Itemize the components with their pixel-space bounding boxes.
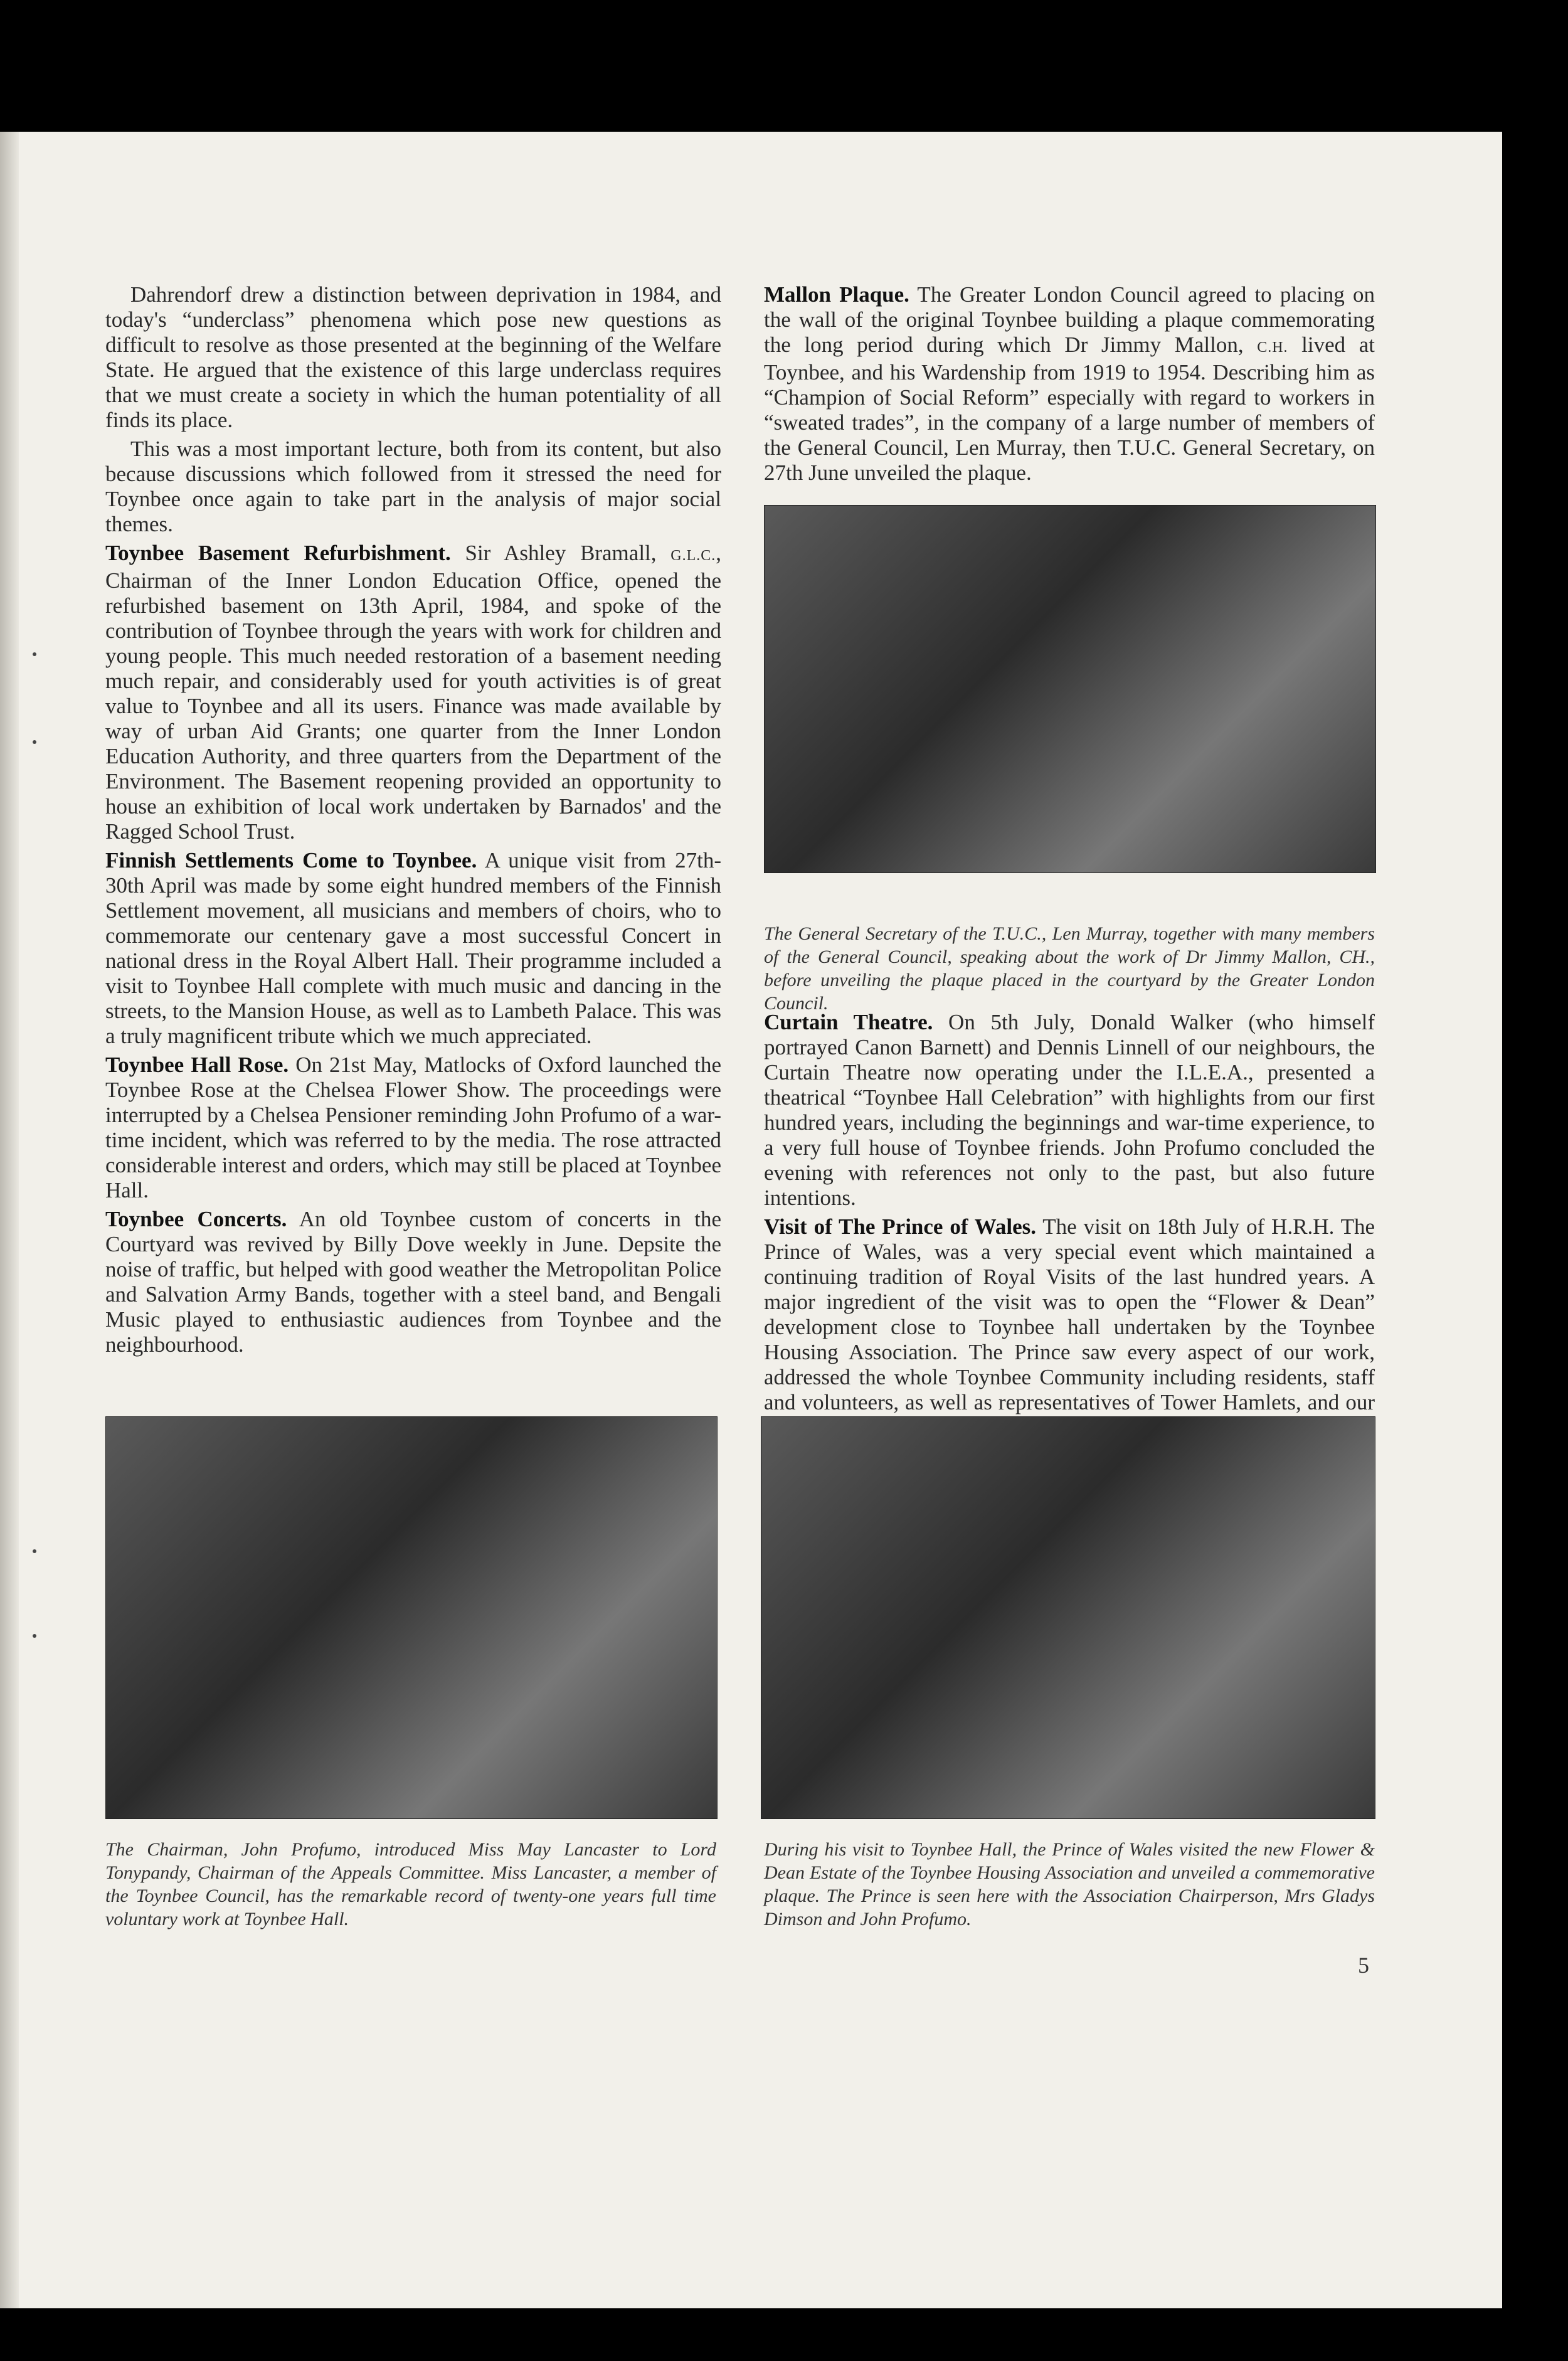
basement-section: Toynbee Basement Refurbishment. Sir Ashley Bramall, G.L.C., Chairman of the Inner London Education Office, opened the refurbished basement on 13th April, 1984, and spoke of the contribution of Toynbee through the years with work for children and young people. This much needed restoration of a basement needing much repair, and considerably used for youth activities is of great value to Toynbee and all its users. Finance was made available by way of urban Aid Grants; one quarter from the Inner London Education Authority, and three quarters from the Department of the Environment. The Basement reopening provided an opportunity to house an exhibition of local work undertaken by Barnados' and the Ragged School Trust. [105,541,722,844]
right-column-bottom [764,1010,1375,1444]
section-heading: Toynbee Basement Refurbishment. [105,541,451,565]
paragraph: This was a most important lecture, both from its content, but also because discussions which followed from it stressed the need for Toynbee once again to take part in the analysis of major social themes. [105,437,721,536]
book-spine [0,132,19,2308]
section-heading: Toynbee Hall Rose. [105,1053,289,1077]
plaque-crowd-photo [764,505,1376,873]
prince-of-wales-photo [761,1416,1375,1819]
margin-mark [33,1549,36,1553]
section-heading: Visit of The Prince of Wales. [764,1214,1037,1239]
curtain-section: Curtain Theatre. On 5th July, Donald Walker (who himself portrayed Canon Barnett) and Dennis Linnell of our neighbours, the Curtain Theatre now operating under the I.L.E.A., presented a theatrical “Toynbee Hall Celebration” with highlights from our first hundred years, including the beginnings and war-time experience, to a very full house of Toynbee friends. John Profumo concluded the evening with references not only to the past, but also future intentions. [764,1010,1375,1210]
rose-section: Toynbee Hall Rose. On 21st May, Matlocks of Oxford launched the Toynbee Rose at the Chelsea Flower Show. The proceedings were interrupted by a Chelsea Pensioner reminding John Profumo of a war-time incident, which was referred to by the media. The rose attracted considerable interest and orders, which may still be placed at Toynbee Hall. [105,1053,721,1202]
mallon-section: Mallon Plaque. The Greater London Council agreed to placing on the wall of the original Toynbee building a plaque commemorating the long period during which Dr Jimmy Mallon, C.H. lived at Toynbee, and his Wardenship from 1919 to 1954. Describing him as “Champion of Social Reform” especially with regard to workers in “sweated trades”, in the company of a large number of members of the General Council, Len Murray, then T.U.C. General Secretary, on 27th June unveiled the plaque. [764,282,1375,485]
section-heading: Mallon Plaque. [764,282,909,307]
page-number: 5 [1358,1953,1369,1978]
paragraph: Dahrendorf drew a distinction between deprivation in 1984, and today's “underclass” phenomena which pose new questions as difficult to resolve as those presented at the beginning of the Welfare State. He argued that the existence of this large underclass requires that we must create a society in which the human potentiality of all finds its place. [105,282,721,432]
chairman-photo-caption: The Chairman, John Profumo, introduced Miss May Lancaster to Lord Tonypandy, Chairman of the Appeals Committee. Miss Lancaster, a member of the Toynbee Council, has the remarkable record of twenty-one years full time voluntary work at Toynbee Hall. [105,1839,716,1929]
section-heading: Curtain Theatre. [764,1010,933,1034]
margin-mark [33,740,36,744]
prince-photo-caption: During his visit to Toynbee Hall, the Prince of Wales visited the new Flower & Dean Estate of the Toynbee Housing Association and unveiled a commemorative plaque. The Prince is seen here with the Association Chairperson, Mrs Gladys Dimson and John Profumo. [764,1839,1375,1929]
concerts-section: Toynbee Concerts. An old Toynbee custom of concerts in the Courtyard was revived by Billy Dove weekly in June. Depsite the noise of traffic, but helped with good weather the Metropolitan Police and Salvation Army Bands, together with a steel band, and Bengali Music played to enthusiastic audiences from Toynbee and the neighbourhood. [105,1207,721,1357]
margin-mark [33,1634,36,1638]
section-heading: Finnish Settlements Come to Toynbee. [105,848,477,873]
right-column-top [764,282,1375,489]
plaque-photo-caption: The General Secretary of the T.U.C., Len Murray, together with many members of the General Council, speaking about the work of Dr Jimmy Mallon, CH., before unveiling the plaque placed in the courtyard by the Greater London Council. [764,923,1375,1014]
finnish-section: Finnish Settlements Come to Toynbee. A unique visit from 27th-30th April was made by some eight hundred members of the Finnish Settlement movement, all musicians and members of choirs, who to commemorate our centenary gave a most successful Concert in national dress in the Royal Albert Hall. Their programme included a visit to Toynbee Hall complete with much music and dancing in the streets, to the Mansion House, as well as to Lambeth Palace. This was a truly magnificent tribute which we much appreciated. [105,848,721,1048]
prince-section: Visit of The Prince of Wales. The visit on 18th July of H.R.H. The Prince of Wales, was a very special event which maintained a continuing tradition of Royal Visits of the last hundred years. A major ingredient of the visit was to open the “Flower & Dean” development close to Toynbee hall undertaken by the Toynbee Housing Association. The Prince saw every aspect of our work, addressed the whole Toynbee Community including residents, staff and volunteers, as well as representatives of Tower Hamlets, and our [764,1214,1375,1414]
left-column [105,282,721,1361]
section-heading: Toynbee Concerts. [105,1207,287,1231]
chairman-handshake-photo [105,1416,718,1819]
margin-mark [33,652,36,656]
